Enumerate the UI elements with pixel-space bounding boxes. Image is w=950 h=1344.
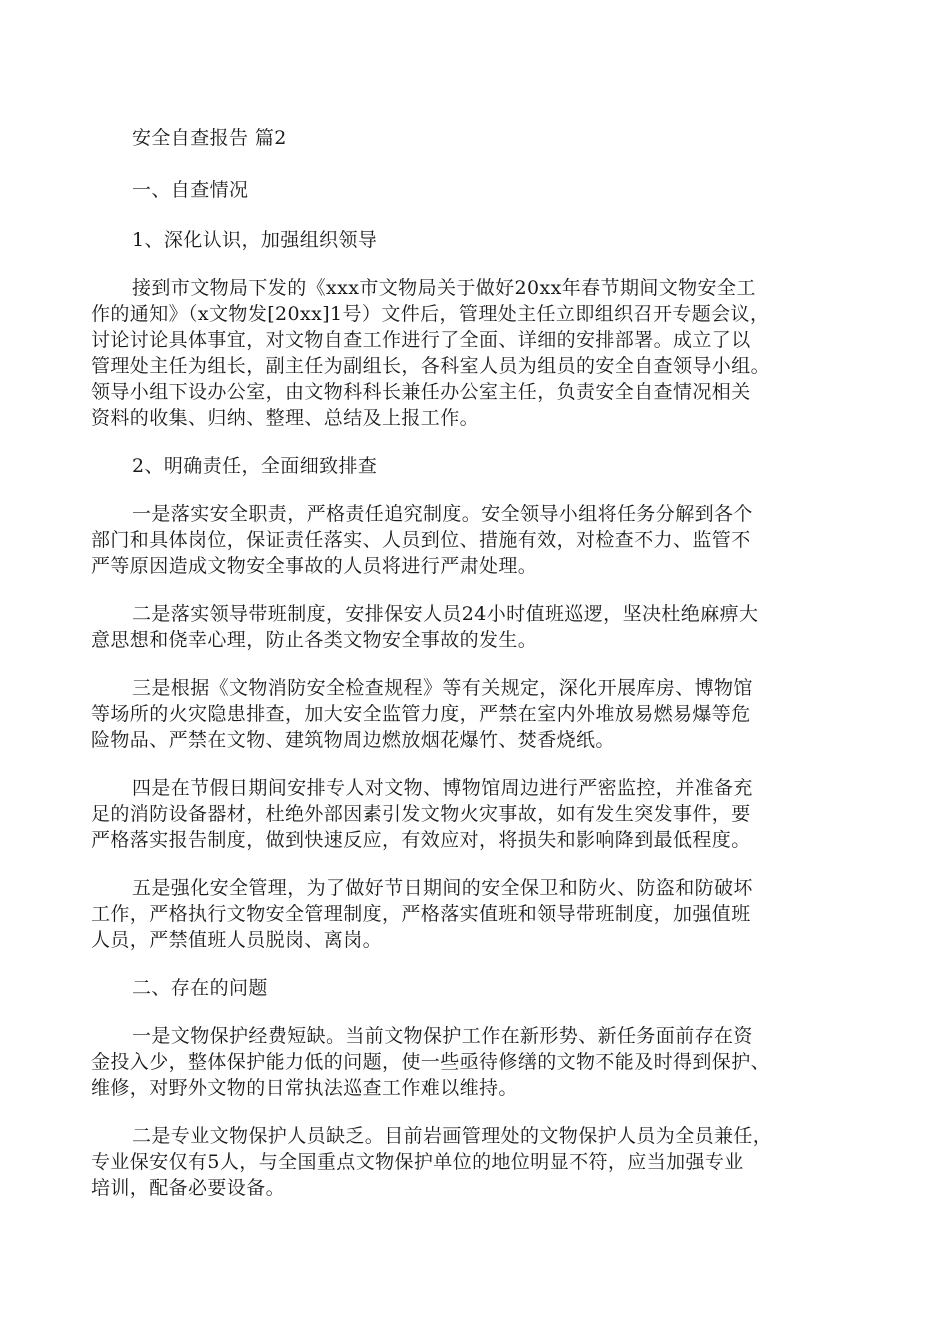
paragraph-line: 四是在节假日期间安排专人对文物、博物馆周边进行严密监控，并准备充 [132, 777, 753, 799]
paragraph-line: 足的消防设备器材，杜绝外部因素引发文物火灾事故，如有发生突发事件，要 [91, 803, 751, 825]
paragraph-line: 资料的收集、归纳、整理、总结及上报工作。 [91, 407, 480, 429]
paragraph-line: 培训，配备必要设备。 [91, 1177, 286, 1199]
paragraph-line: 专业保安仅有5人，与全国重点文物保护单位的地位明显不符，应当加强专业 [91, 1151, 744, 1173]
paragraph-line: 五是强化安全管理，为了做好节日期间的安全保卫和防火、防盗和防破坏 [132, 877, 753, 899]
paragraph-line: 二是专业文物保护人员缺乏。目前岩画管理处的文物保护人员为全员兼任， [132, 1125, 773, 1147]
paragraph-line: 维修，对野外文物的日常执法巡查工作难以维持。 [91, 1077, 518, 1099]
paragraph-line: 等场所的火灾隐患排查，加大安全监管力度，严禁在室内外堆放易燃易爆等危 [91, 703, 751, 725]
paragraph-line: 一是文物保护经费短缺。当前文物保护工作在新形势、新任务面前存在资 [132, 1025, 753, 1047]
paragraph-line: 三是根据《文物消防安全检查规程》等有关规定，深化开展库房、博物馆 [132, 677, 753, 699]
paragraph-line: 部门和具体岗位，保证责任落实、人员到位、措施有效，对检查不力、监管不 [91, 529, 751, 551]
paragraph-line: 严等原因造成文物安全事故的人员将进行严肃处理。 [91, 555, 538, 577]
paragraph-line: 领导小组下设办公室，由文物科科长兼任办公室主任，负责安全自查情况相关 [91, 381, 751, 403]
document-title: 安全自查报告 篇2 [132, 127, 287, 149]
paragraph-line: 意思想和侥幸心理，防止各类文物安全事故的发生。 [91, 629, 538, 651]
subsection-heading-1-2: 2、明确责任，全面细致排查 [132, 455, 378, 477]
paragraph-line: 人员，严禁值班人员脱岗、离岗。 [91, 929, 383, 951]
paragraph-line: 工作，严格执行文物安全管理制度，严格落实值班和领导带班制度，加强值班 [91, 903, 751, 925]
paragraph-line: 金投入少，整体保护能力低的问题，使一些亟待修缮的文物不能及时得到保护、 [91, 1051, 771, 1073]
paragraph-line: 险物品、严禁在文物、建筑物周边燃放烟花爆竹、焚香烧纸。 [91, 729, 615, 751]
section-heading-2: 二、存在的问题 [132, 977, 268, 999]
subsection-heading-1-1: 1、深化认识，加强组织领导 [132, 229, 378, 251]
paragraph-line: 严格落实报告制度，做到快速反应，有效应对，将损失和影响降到最低程度。 [91, 829, 751, 851]
paragraph-line: 二是落实领导带班制度，安排保安人员24小时值班巡逻，坚决杜绝麻痹大 [132, 603, 759, 625]
paragraph-line: 一是落实安全职责，严格责任追究制度。安全领导小组将任务分解到各个 [132, 503, 753, 525]
paragraph-line: 管理处主任为组长，副主任为副组长，各科室人员为组员的安全自查领导小组。 [91, 355, 771, 377]
paragraph-line: 作的通知》（x文物发[20xx]1号）文件后，管理处主任立即组织召开专题会议， [91, 303, 770, 325]
section-heading-1: 一、自查情况 [132, 179, 249, 201]
paragraph-line: 接到市文物局下发的《xxx市文物局关于做好20xx年春节期间文物安全工 [132, 277, 756, 299]
paragraph-line: 讨论讨论具体事宜，对文物自查工作进行了全面、详细的安排部署。成立了以 [91, 329, 751, 351]
